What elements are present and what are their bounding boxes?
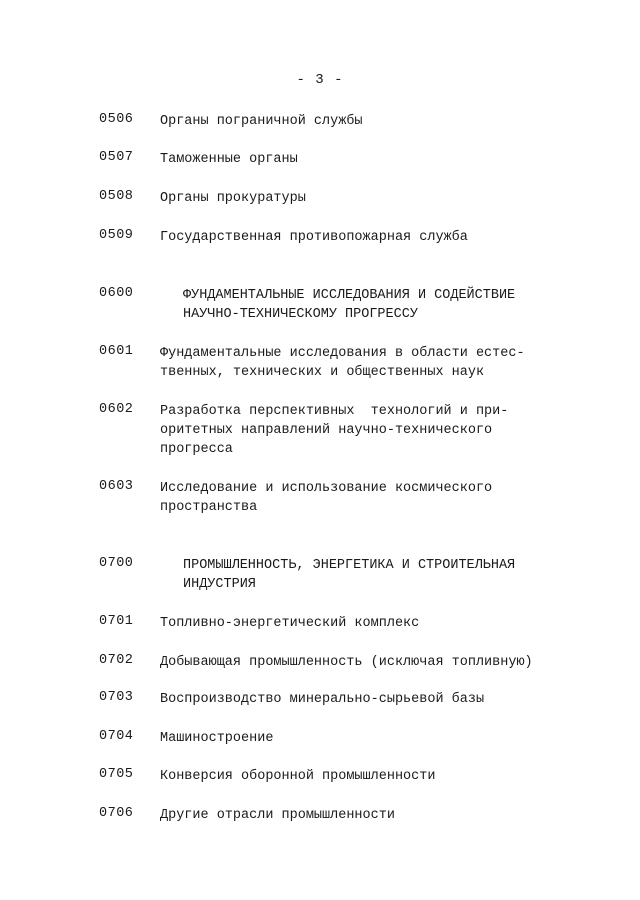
- entry-code: 0700: [99, 556, 134, 571]
- entry-title: [160, 402, 508, 459]
- entry-title: [160, 344, 525, 382]
- entry-line: пространства: [160, 500, 258, 515]
- entry-title: [160, 189, 306, 208]
- entry-line: Топливно-энергетический комплекс: [160, 616, 420, 631]
- entry-line: Добывающая промышленность (исключая топливную): [160, 655, 533, 670]
- entry-code: 0508: [99, 189, 134, 204]
- entry-code: 0603: [99, 479, 134, 494]
- entry-title: [160, 479, 492, 517]
- section-title: [183, 286, 515, 324]
- entry-line: ФУНДАМЕНТАЛЬНЫЕ ИССЛЕДОВАНИЯ И СОДЕЙСТВИЕ: [183, 288, 516, 303]
- entry-line: Органы прокуратуры: [160, 191, 306, 206]
- entry-line: оритетных направлений научно-технического: [160, 423, 493, 438]
- entry-line: Воспроизводство минерально-сырьевой базы: [160, 692, 485, 707]
- entry-code: 0703: [99, 690, 134, 705]
- entry-line: НАУЧНО-ТЕХНИЧЕСКОМУ ПРОГРЕССУ: [183, 307, 418, 322]
- entry-title: [160, 150, 298, 169]
- entry-code: 0706: [99, 806, 134, 821]
- entry-code: 0705: [99, 767, 134, 782]
- entry-code: 0601: [99, 344, 134, 359]
- entry-code: 0600: [99, 286, 134, 301]
- entry-code: 0704: [99, 729, 134, 744]
- entry-line: прогресса: [160, 442, 233, 457]
- entry-line: Органы пограничной службы: [160, 114, 363, 129]
- entry-line: твенных, технических и общественных наук: [160, 365, 485, 380]
- entry-line: ИНДУСТРИЯ: [183, 577, 256, 592]
- entry-code: 0701: [99, 614, 134, 629]
- entry-line: Другие отрасли промышленности: [160, 808, 395, 823]
- entry-line: Конверсия оборонной промышленности: [160, 769, 436, 784]
- entry-title: [160, 614, 419, 633]
- entry-title: [160, 690, 484, 709]
- entry-title: [160, 806, 395, 825]
- entry-line: Разработка перспективных технологий и при-: [160, 404, 509, 419]
- page-number: - 3 -: [296, 72, 344, 88]
- entry-line: ПРОМЫШЛЕННОСТЬ, ЭНЕРГЕТИКА И СТРОИТЕЛЬНАЯ: [183, 558, 516, 573]
- entry-title: [160, 767, 435, 786]
- entry-code: 0507: [99, 150, 134, 165]
- entry-line: Таможенные органы: [160, 152, 298, 167]
- entry-code: 0702: [99, 653, 134, 668]
- entry-code: 0602: [99, 402, 134, 417]
- section-title: [183, 556, 515, 594]
- entry-title: [160, 729, 273, 748]
- entry-title: [160, 653, 533, 672]
- entry-title: [160, 228, 468, 247]
- entry-line: Исследование и использование космического: [160, 481, 493, 496]
- entry-line: Государственная противопожарная служба: [160, 230, 468, 245]
- entry-code: 0509: [99, 228, 134, 243]
- entry-title: [160, 112, 363, 131]
- entry-code: 0506: [99, 112, 134, 127]
- entry-line: Фундаментальные исследования в области естес-: [160, 346, 525, 361]
- entry-line: Машиностроение: [160, 731, 274, 746]
